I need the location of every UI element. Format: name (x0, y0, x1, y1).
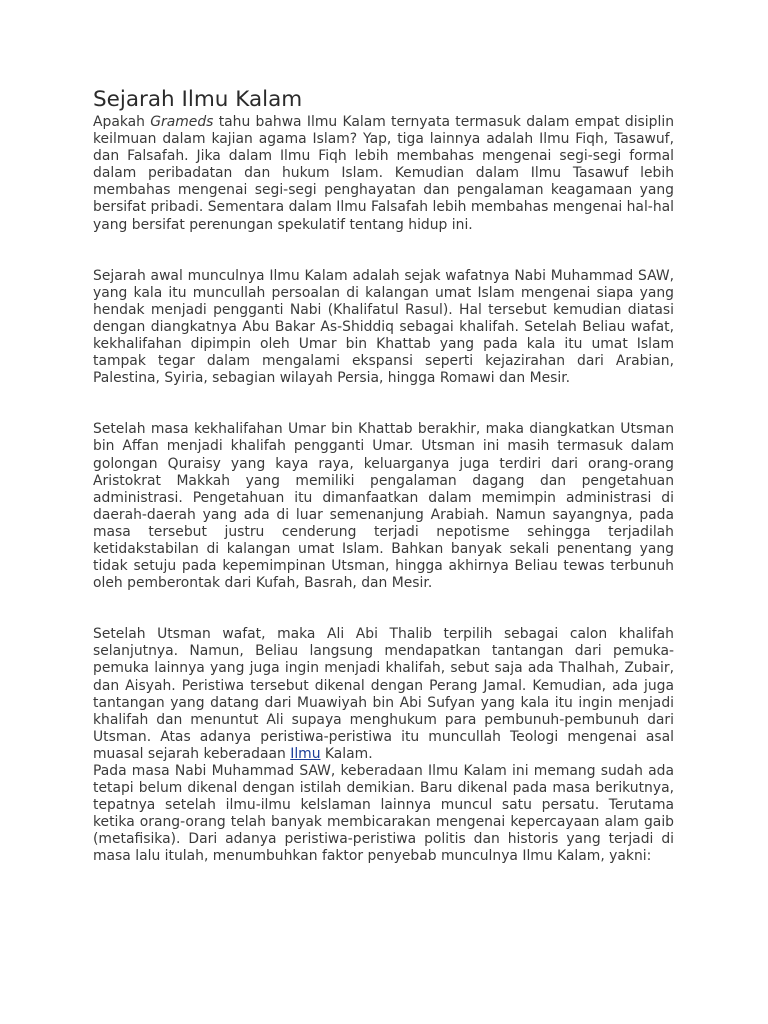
paragraph-intro (93, 114, 674, 234)
page-title: Sejarah Ilmu Kalam (93, 87, 303, 112)
intro-text-start: Apakah (93, 114, 151, 130)
ilmu-link[interactable]: Ilmu (290, 745, 321, 762)
paragraph-early-history: Sejarah awal munculnya Ilmu Kalam adalah sejak wafatnya Nabi Muhammad SAW, yang kala itu muncullah persoalan di kalangan umat Islam mengenai siapa yang hendak menjadi pengganti Nabi (Khalifatul Rasul). Hal tersebut kemudian diatasi dengan diangkatnya Abu Bakar As-Shiddiq sebagai khalifah. Setelah Beliau wafat, kekhalifahan dipimpin oleh Umar bin Khattab yang pada kala itu umat Islam tampak tegar dalam mengalami ekspansi seperti kejazirahan dari Arabian, Palestina, Syiria, sebagian wilayah Persia, hingga Romawi dan Mesir. (93, 267, 674, 387)
ali-text-start: Setelah Utsman wafat, maka Ali Abi Thalib terpilih sebagai calon khalifah selanjutnya. Namun, Beliau langsung mendapatkan tantangan dari pemuka-pemuka lainnya yang juga ingin menjadi khalifah, sebut saja ada Thalhah, Zubair, dan Aisyah. Peristiwa tersebut dikenal dengan Perang Jamal. Kemudian, ada juga tantangan yang datang dari Muawiyah bin Abi Sufyan yang kala itu ingin menjadi khalifah dan menuntut Ali supaya menghukum para pembunuh-pembunuh dari Utsman. Atas adanya peristiwa-peristiwa itu muncullah Teologi mengenai asal muasal sejarah keberadaan (93, 626, 674, 762)
ali-text-end: Kalam. (320, 745, 373, 762)
paragraph-origin: Pada masa Nabi Muhammad SAW, keberadaan Ilmu Kalam ini memang sudah ada tetapi belum dikenal dengan istilah demikian. Baru dikenal pada masa berikutnya, tepatnya setelah ilmu-ilmu kelslaman lainnya muncul satu persatu. Terutama ketika orang-orang telah banyak membicarakan mengenai kepercayaan alam gaib (metafisika). Dari adanya peristiwa-peristiwa politis dan historis yang terjadi di masa lalu itulah, menumbuhkan faktor penyebab munculnya Ilmu Kalam, yakni: (93, 763, 674, 865)
document-body (93, 86, 674, 866)
paragraph-spacer (93, 387, 674, 421)
paragraph-ali (93, 626, 674, 763)
paragraph-spacer (93, 592, 674, 626)
paragraph-spacer (93, 234, 674, 268)
paragraph-utsman: Setelah masa kekhalifahan Umar bin Khattab berakhir, maka diangkatkan Utsman bin Affan menjadi khalifah pengganti Umar. Utsman ini masih termasuk dalam golongan Quraisy yang kaya raya, keluarganya juga terdiri dari orang-orang Aristokrat Makkah yang memiliki pengalaman dagang dan pengetahuan administrasi. Pengetahuan itu dimanfaatkan dalam memimpin administrasi di daerah-daerah yang ada di luar semenanjung Arabiah. Namun sayangnya, pada masa tersebut justru cenderung terjadi nepotisme sehingga terjadilah ketidakstabilan di kalangan umat Islam. Bahkan banyak sekali penentang yang tidak setuju pada kepemimpinan Utsman, hingga akhirnya Beliau tewas terbunuh oleh pemberontak dari Kufah, Basrah, dan Mesir. (93, 421, 674, 592)
intro-text-rest: tahu bahwa Ilmu Kalam ternyata termasuk dalam empat disiplin keilmuan dalam kajian agama Islam? Yap, tiga lainnya adalah Ilmu Fiqh, Tasawuf, dan Falsafah. Jika dalam Ilmu Fiqh lebih membahas mengenai segi-segi formal dalam peribadatan dan hukum Islam. Kemudian dalam Ilmu Tasawuf lebih membahas mengenai segi-segi penghayatan dan pengalaman keagamaan yang bersifat pribadi. Sementara dalam Ilmu Falsafah lebih membahas mengenai hal-hal yang bersifat perenungan spekulatif tentang hidup ini. (93, 114, 674, 233)
intro-italic-word: Grameds (150, 114, 214, 130)
